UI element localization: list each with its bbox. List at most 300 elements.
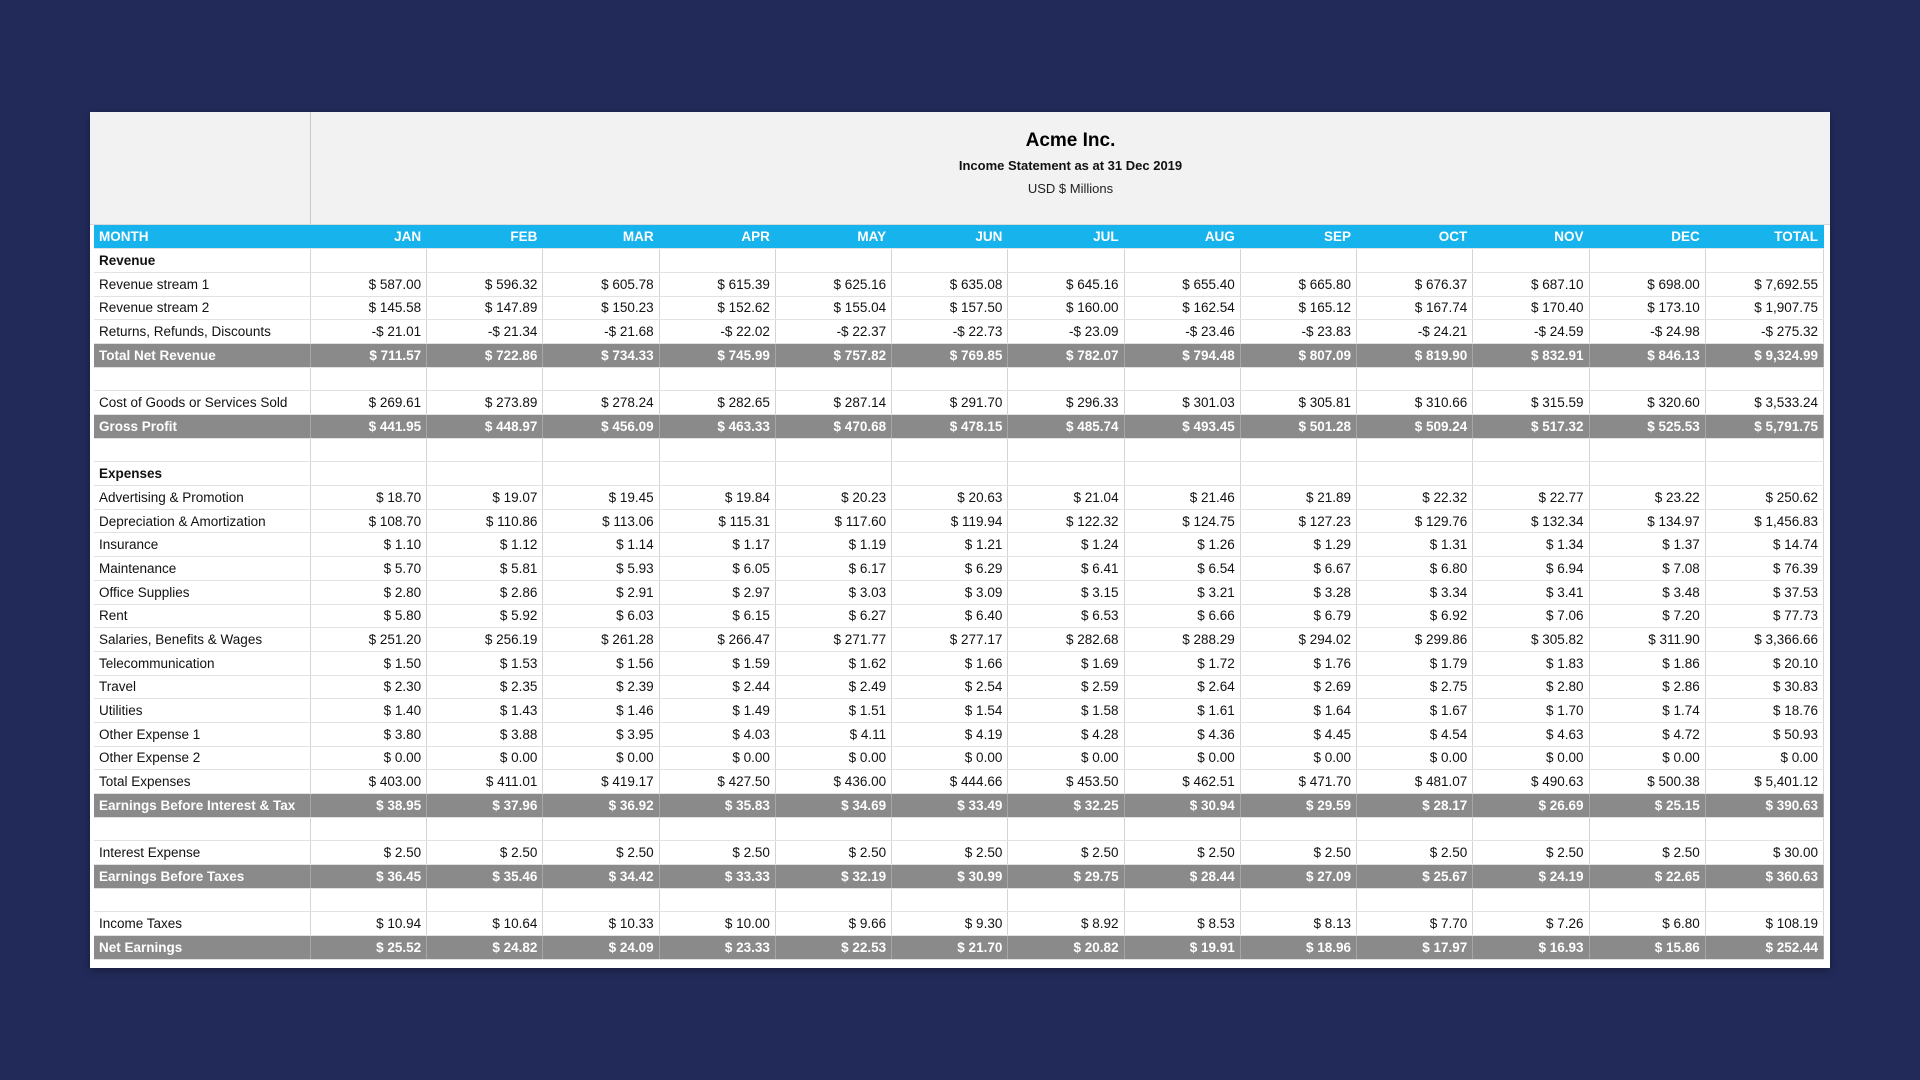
empty-cell[interactable] <box>1357 249 1473 273</box>
value-cell[interactable]: -$ 24.21 <box>1357 320 1473 344</box>
value-cell[interactable]: $ 299.86 <box>1357 628 1473 652</box>
value-cell[interactable]: $ 2.80 <box>1473 675 1589 699</box>
value-cell[interactable]: $ 167.74 <box>1357 296 1473 320</box>
value-cell[interactable]: $ 2.50 <box>1589 841 1705 865</box>
empty-cell[interactable] <box>543 817 659 841</box>
value-cell[interactable]: -$ 23.83 <box>1240 320 1356 344</box>
value-cell[interactable]: $ 782.07 <box>1008 343 1124 367</box>
value-cell[interactable]: $ 698.00 <box>1589 272 1705 296</box>
value-cell[interactable]: $ 1.58 <box>1008 699 1124 723</box>
empty-cell[interactable] <box>1240 817 1356 841</box>
value-cell[interactable]: $ 29.59 <box>1240 794 1356 818</box>
value-cell[interactable]: -$ 24.98 <box>1589 320 1705 344</box>
value-cell[interactable]: $ 481.07 <box>1357 770 1473 794</box>
value-cell[interactable]: $ 30.00 <box>1705 841 1823 865</box>
value-cell[interactable]: $ 24.82 <box>427 936 543 960</box>
value-cell[interactable]: $ 315.59 <box>1473 391 1589 415</box>
value-cell[interactable]: $ 165.12 <box>1240 296 1356 320</box>
value-cell[interactable]: $ 625.16 <box>775 272 891 296</box>
value-cell[interactable]: -$ 21.01 <box>310 320 426 344</box>
value-cell[interactable]: $ 6.40 <box>892 604 1008 628</box>
value-cell[interactable]: $ 28.44 <box>1124 865 1240 889</box>
value-cell[interactable]: $ 132.34 <box>1473 509 1589 533</box>
value-cell[interactable]: $ 1.64 <box>1240 699 1356 723</box>
value-cell[interactable]: $ 170.40 <box>1473 296 1589 320</box>
value-cell[interactable]: $ 35.83 <box>659 794 775 818</box>
value-cell[interactable]: $ 10.94 <box>310 912 426 936</box>
column-header-nov[interactable]: NOV <box>1473 225 1589 249</box>
value-cell[interactable]: $ 277.17 <box>892 628 1008 652</box>
empty-cell[interactable] <box>310 462 426 486</box>
value-cell[interactable]: $ 108.19 <box>1705 912 1823 936</box>
value-cell[interactable]: $ 665.80 <box>1240 272 1356 296</box>
value-cell[interactable]: $ 0.00 <box>892 746 1008 770</box>
value-cell[interactable]: $ 0.00 <box>1124 746 1240 770</box>
column-header-jan[interactable]: JAN <box>310 225 426 249</box>
value-cell[interactable]: $ 6.80 <box>1589 912 1705 936</box>
value-cell[interactable]: $ 2.91 <box>543 580 659 604</box>
value-cell[interactable]: $ 1.51 <box>775 699 891 723</box>
empty-cell[interactable] <box>1240 462 1356 486</box>
value-cell[interactable]: $ 6.17 <box>775 557 891 581</box>
column-header-may[interactable]: MAY <box>775 225 891 249</box>
value-cell[interactable]: $ 6.03 <box>543 604 659 628</box>
value-cell[interactable]: $ 1.49 <box>659 699 775 723</box>
value-cell[interactable]: $ 5.70 <box>310 557 426 581</box>
empty-cell[interactable] <box>1240 438 1356 462</box>
value-cell[interactable]: $ 33.33 <box>659 865 775 889</box>
empty-cell[interactable] <box>1473 367 1589 391</box>
value-cell[interactable]: $ 3.03 <box>775 580 891 604</box>
value-cell[interactable]: $ 441.95 <box>310 415 426 439</box>
value-cell[interactable]: $ 1.12 <box>427 533 543 557</box>
empty-cell[interactable] <box>1473 817 1589 841</box>
empty-cell[interactable] <box>659 888 775 912</box>
empty-cell[interactable] <box>892 817 1008 841</box>
value-cell[interactable]: $ 4.54 <box>1357 722 1473 746</box>
row-label[interactable]: Office Supplies <box>94 580 310 604</box>
value-cell[interactable]: $ 1.53 <box>427 651 543 675</box>
value-cell[interactable]: $ 21.46 <box>1124 486 1240 510</box>
value-cell[interactable]: $ 19.84 <box>659 486 775 510</box>
value-cell[interactable]: $ 294.02 <box>1240 628 1356 652</box>
value-cell[interactable]: $ 1.40 <box>310 699 426 723</box>
row-label[interactable]: Advertising & Promotion <box>94 486 310 510</box>
value-cell[interactable]: $ 500.38 <box>1589 770 1705 794</box>
value-cell[interactable]: $ 501.28 <box>1240 415 1356 439</box>
value-cell[interactable]: $ 3.95 <box>543 722 659 746</box>
value-cell[interactable]: $ 19.45 <box>543 486 659 510</box>
value-cell[interactable]: $ 453.50 <box>1008 770 1124 794</box>
value-cell[interactable]: $ 517.32 <box>1473 415 1589 439</box>
value-cell[interactable]: $ 0.00 <box>1008 746 1124 770</box>
value-cell[interactable]: $ 1.62 <box>775 651 891 675</box>
row-label[interactable]: Cost of Goods or Services Sold <box>94 391 310 415</box>
row-label[interactable]: Salaries, Benefits & Wages <box>94 628 310 652</box>
empty-cell[interactable] <box>1357 462 1473 486</box>
value-cell[interactable]: $ 0.00 <box>427 746 543 770</box>
row-label[interactable]: Total Expenses <box>94 770 310 794</box>
empty-cell[interactable] <box>775 367 891 391</box>
row-label[interactable]: Returns, Refunds, Discounts <box>94 320 310 344</box>
empty-cell[interactable] <box>1124 462 1240 486</box>
value-cell[interactable]: $ 1.24 <box>1008 533 1124 557</box>
value-cell[interactable]: $ 6.54 <box>1124 557 1240 581</box>
value-cell[interactable]: $ 16.93 <box>1473 936 1589 960</box>
value-cell[interactable]: $ 411.01 <box>427 770 543 794</box>
value-cell[interactable]: $ 2.54 <box>892 675 1008 699</box>
value-cell[interactable]: $ 2.59 <box>1008 675 1124 699</box>
value-cell[interactable]: $ 282.65 <box>659 391 775 415</box>
value-cell[interactable]: $ 24.19 <box>1473 865 1589 889</box>
value-cell[interactable]: $ 5.92 <box>427 604 543 628</box>
value-cell[interactable]: $ 1.34 <box>1473 533 1589 557</box>
value-cell[interactable]: $ 1.79 <box>1357 651 1473 675</box>
empty-cell[interactable] <box>94 888 310 912</box>
empty-cell[interactable] <box>1589 888 1705 912</box>
empty-cell[interactable] <box>775 249 891 273</box>
empty-cell[interactable] <box>892 888 1008 912</box>
value-cell[interactable]: $ 2.50 <box>310 841 426 865</box>
empty-cell[interactable] <box>1473 888 1589 912</box>
value-cell[interactable]: $ 287.14 <box>775 391 891 415</box>
value-cell[interactable]: $ 1,907.75 <box>1705 296 1823 320</box>
value-cell[interactable]: $ 1.76 <box>1240 651 1356 675</box>
value-cell[interactable]: $ 7.70 <box>1357 912 1473 936</box>
row-label[interactable]: Revenue stream 2 <box>94 296 310 320</box>
value-cell[interactable]: $ 1.83 <box>1473 651 1589 675</box>
row-label[interactable]: Insurance <box>94 533 310 557</box>
value-cell[interactable]: $ 390.63 <box>1705 794 1823 818</box>
value-cell[interactable]: $ 419.17 <box>543 770 659 794</box>
value-cell[interactable]: $ 320.60 <box>1589 391 1705 415</box>
value-cell[interactable]: $ 37.96 <box>427 794 543 818</box>
row-label[interactable]: Utilities <box>94 699 310 723</box>
empty-cell[interactable] <box>1589 367 1705 391</box>
empty-cell[interactable] <box>659 817 775 841</box>
value-cell[interactable]: $ 1.31 <box>1357 533 1473 557</box>
value-cell[interactable]: $ 20.23 <box>775 486 891 510</box>
value-cell[interactable]: $ 23.33 <box>659 936 775 960</box>
value-cell[interactable]: $ 27.09 <box>1240 865 1356 889</box>
value-cell[interactable]: $ 2.50 <box>1473 841 1589 865</box>
row-label[interactable]: Telecommunication <box>94 651 310 675</box>
value-cell[interactable]: $ 3.41 <box>1473 580 1589 604</box>
value-cell[interactable]: $ 3.88 <box>427 722 543 746</box>
value-cell[interactable]: $ 30.94 <box>1124 794 1240 818</box>
value-cell[interactable]: -$ 22.73 <box>892 320 1008 344</box>
value-cell[interactable]: $ 30.99 <box>892 865 1008 889</box>
value-cell[interactable]: $ 2.86 <box>1589 675 1705 699</box>
value-cell[interactable]: $ 2.35 <box>427 675 543 699</box>
empty-cell[interactable] <box>543 888 659 912</box>
value-cell[interactable]: $ 256.19 <box>427 628 543 652</box>
value-cell[interactable]: $ 25.52 <box>310 936 426 960</box>
value-cell[interactable]: $ 33.49 <box>892 794 1008 818</box>
value-cell[interactable]: $ 20.63 <box>892 486 1008 510</box>
row-label[interactable]: Earnings Before Interest & Tax <box>94 794 310 818</box>
value-cell[interactable]: $ 9.66 <box>775 912 891 936</box>
value-cell[interactable]: $ 1.19 <box>775 533 891 557</box>
value-cell[interactable]: $ 509.24 <box>1357 415 1473 439</box>
value-cell[interactable]: $ 305.82 <box>1473 628 1589 652</box>
value-cell[interactable]: $ 676.37 <box>1357 272 1473 296</box>
value-cell[interactable]: $ 4.45 <box>1240 722 1356 746</box>
value-cell[interactable]: $ 269.61 <box>310 391 426 415</box>
value-cell[interactable]: $ 5,401.12 <box>1705 770 1823 794</box>
value-cell[interactable]: $ 157.50 <box>892 296 1008 320</box>
value-cell[interactable]: $ 463.33 <box>659 415 775 439</box>
value-cell[interactable]: $ 3.09 <box>892 580 1008 604</box>
empty-cell[interactable] <box>310 888 426 912</box>
value-cell[interactable]: $ 15.86 <box>1589 936 1705 960</box>
column-header-apr[interactable]: APR <box>659 225 775 249</box>
value-cell[interactable]: -$ 23.46 <box>1124 320 1240 344</box>
value-cell[interactable]: $ 4.19 <box>892 722 1008 746</box>
empty-cell[interactable] <box>892 438 1008 462</box>
value-cell[interactable]: $ 305.81 <box>1240 391 1356 415</box>
empty-cell[interactable] <box>1705 367 1823 391</box>
empty-cell[interactable] <box>892 367 1008 391</box>
column-header-jul[interactable]: JUL <box>1008 225 1124 249</box>
value-cell[interactable]: $ 50.93 <box>1705 722 1823 746</box>
value-cell[interactable]: $ 1.17 <box>659 533 775 557</box>
value-cell[interactable]: -$ 275.32 <box>1705 320 1823 344</box>
value-cell[interactable]: $ 122.32 <box>1008 509 1124 533</box>
value-cell[interactable]: $ 5.93 <box>543 557 659 581</box>
value-cell[interactable]: $ 119.94 <box>892 509 1008 533</box>
value-cell[interactable]: $ 25.67 <box>1357 865 1473 889</box>
empty-cell[interactable] <box>310 817 426 841</box>
row-label[interactable]: Depreciation & Amortization <box>94 509 310 533</box>
value-cell[interactable]: $ 160.00 <box>1008 296 1124 320</box>
value-cell[interactable]: $ 22.53 <box>775 936 891 960</box>
value-cell[interactable]: $ 278.24 <box>543 391 659 415</box>
value-cell[interactable]: $ 7,692.55 <box>1705 272 1823 296</box>
empty-cell[interactable] <box>1124 367 1240 391</box>
value-cell[interactable]: $ 722.86 <box>427 343 543 367</box>
value-cell[interactable]: $ 76.39 <box>1705 557 1823 581</box>
value-cell[interactable]: $ 311.90 <box>1589 628 1705 652</box>
value-cell[interactable]: $ 490.63 <box>1473 770 1589 794</box>
value-cell[interactable]: $ 8.53 <box>1124 912 1240 936</box>
value-cell[interactable]: $ 124.75 <box>1124 509 1240 533</box>
empty-cell[interactable] <box>775 888 891 912</box>
section-label[interactable]: Revenue <box>94 249 310 273</box>
value-cell[interactable]: $ 34.69 <box>775 794 891 818</box>
value-cell[interactable]: $ 4.63 <box>1473 722 1589 746</box>
empty-cell[interactable] <box>1124 249 1240 273</box>
value-cell[interactable]: $ 14.74 <box>1705 533 1823 557</box>
value-cell[interactable]: $ 19.07 <box>427 486 543 510</box>
empty-cell[interactable] <box>1589 438 1705 462</box>
value-cell[interactable]: $ 17.97 <box>1357 936 1473 960</box>
value-cell[interactable]: $ 147.89 <box>427 296 543 320</box>
value-cell[interactable]: $ 32.25 <box>1008 794 1124 818</box>
value-cell[interactable]: $ 0.00 <box>1240 746 1356 770</box>
value-cell[interactable]: $ 1.50 <box>310 651 426 675</box>
value-cell[interactable]: $ 655.40 <box>1124 272 1240 296</box>
value-cell[interactable]: $ 35.46 <box>427 865 543 889</box>
value-cell[interactable]: $ 7.06 <box>1473 604 1589 628</box>
value-cell[interactable]: $ 807.09 <box>1240 343 1356 367</box>
value-cell[interactable]: $ 596.32 <box>427 272 543 296</box>
value-cell[interactable]: $ 2.50 <box>892 841 1008 865</box>
value-cell[interactable]: $ 7.26 <box>1473 912 1589 936</box>
empty-cell[interactable] <box>543 462 659 486</box>
empty-cell[interactable] <box>94 438 310 462</box>
value-cell[interactable]: $ 19.91 <box>1124 936 1240 960</box>
empty-cell[interactable] <box>427 888 543 912</box>
value-cell[interactable]: $ 0.00 <box>775 746 891 770</box>
column-header-feb[interactable]: FEB <box>427 225 543 249</box>
value-cell[interactable]: $ 1.14 <box>543 533 659 557</box>
value-cell[interactable]: $ 150.23 <box>543 296 659 320</box>
value-cell[interactable]: $ 587.00 <box>310 272 426 296</box>
value-cell[interactable]: $ 0.00 <box>1705 746 1823 770</box>
row-label[interactable]: Income Taxes <box>94 912 310 936</box>
value-cell[interactable]: $ 2.30 <box>310 675 426 699</box>
value-cell[interactable]: $ 1.69 <box>1008 651 1124 675</box>
value-cell[interactable]: $ 32.19 <box>775 865 891 889</box>
value-cell[interactable]: $ 846.13 <box>1589 343 1705 367</box>
empty-cell[interactable] <box>1473 438 1589 462</box>
value-cell[interactable]: $ 1.59 <box>659 651 775 675</box>
empty-cell[interactable] <box>659 249 775 273</box>
value-cell[interactable]: $ 21.04 <box>1008 486 1124 510</box>
value-cell[interactable]: $ 6.27 <box>775 604 891 628</box>
empty-cell[interactable] <box>1124 817 1240 841</box>
value-cell[interactable]: $ 4.11 <box>775 722 891 746</box>
value-cell[interactable]: $ 3.21 <box>1124 580 1240 604</box>
value-cell[interactable]: $ 77.73 <box>1705 604 1823 628</box>
value-cell[interactable]: $ 6.15 <box>659 604 775 628</box>
value-cell[interactable]: $ 493.45 <box>1124 415 1240 439</box>
value-cell[interactable]: $ 4.36 <box>1124 722 1240 746</box>
value-cell[interactable]: $ 28.17 <box>1357 794 1473 818</box>
value-cell[interactable]: $ 21.70 <box>892 936 1008 960</box>
header-title-block[interactable] <box>311 112 1830 224</box>
value-cell[interactable]: $ 471.70 <box>1240 770 1356 794</box>
empty-cell[interactable] <box>310 249 426 273</box>
empty-cell[interactable] <box>1357 888 1473 912</box>
empty-cell[interactable] <box>1705 438 1823 462</box>
empty-cell[interactable] <box>775 438 891 462</box>
value-cell[interactable]: $ 0.00 <box>310 746 426 770</box>
value-cell[interactable]: $ 605.78 <box>543 272 659 296</box>
value-cell[interactable]: $ 291.70 <box>892 391 1008 415</box>
value-cell[interactable]: $ 711.57 <box>310 343 426 367</box>
value-cell[interactable]: $ 2.75 <box>1357 675 1473 699</box>
value-cell[interactable]: $ 20.10 <box>1705 651 1823 675</box>
value-cell[interactable]: $ 757.82 <box>775 343 891 367</box>
empty-cell[interactable] <box>1240 367 1356 391</box>
value-cell[interactable]: $ 6.41 <box>1008 557 1124 581</box>
value-cell[interactable]: $ 288.29 <box>1124 628 1240 652</box>
empty-cell[interactable] <box>1008 367 1124 391</box>
empty-cell[interactable] <box>1473 249 1589 273</box>
value-cell[interactable]: $ 4.28 <box>1008 722 1124 746</box>
empty-cell[interactable] <box>1008 888 1124 912</box>
value-cell[interactable]: $ 36.92 <box>543 794 659 818</box>
value-cell[interactable]: $ 2.39 <box>543 675 659 699</box>
row-label[interactable]: Revenue stream 1 <box>94 272 310 296</box>
value-cell[interactable]: $ 1.56 <box>543 651 659 675</box>
value-cell[interactable]: $ 266.47 <box>659 628 775 652</box>
row-label[interactable]: Gross Profit <box>94 415 310 439</box>
value-cell[interactable]: $ 252.44 <box>1705 936 1823 960</box>
column-header-total[interactable]: TOTAL <box>1705 225 1823 249</box>
empty-cell[interactable] <box>1008 817 1124 841</box>
empty-cell[interactable] <box>1357 367 1473 391</box>
value-cell[interactable]: $ 127.23 <box>1240 509 1356 533</box>
value-cell[interactable]: $ 9.30 <box>892 912 1008 936</box>
value-cell[interactable]: $ 2.64 <box>1124 675 1240 699</box>
value-cell[interactable]: $ 485.74 <box>1008 415 1124 439</box>
value-cell[interactable]: $ 462.51 <box>1124 770 1240 794</box>
value-cell[interactable]: $ 794.48 <box>1124 343 1240 367</box>
value-cell[interactable]: $ 6.05 <box>659 557 775 581</box>
row-label[interactable]: Other Expense 2 <box>94 746 310 770</box>
value-cell[interactable]: $ 645.16 <box>1008 272 1124 296</box>
value-cell[interactable]: $ 0.00 <box>543 746 659 770</box>
value-cell[interactable]: $ 0.00 <box>1357 746 1473 770</box>
value-cell[interactable]: $ 22.77 <box>1473 486 1589 510</box>
empty-cell[interactable] <box>1124 888 1240 912</box>
value-cell[interactable]: $ 8.13 <box>1240 912 1356 936</box>
empty-cell[interactable] <box>1589 817 1705 841</box>
value-cell[interactable]: $ 155.04 <box>775 296 891 320</box>
value-cell[interactable]: $ 29.75 <box>1008 865 1124 889</box>
value-cell[interactable]: $ 1.70 <box>1473 699 1589 723</box>
value-cell[interactable]: $ 271.77 <box>775 628 891 652</box>
value-cell[interactable]: $ 1.29 <box>1240 533 1356 557</box>
header-blank-cell[interactable] <box>90 112 311 224</box>
value-cell[interactable]: $ 261.28 <box>543 628 659 652</box>
value-cell[interactable]: $ 3.48 <box>1589 580 1705 604</box>
empty-cell[interactable] <box>1240 888 1356 912</box>
column-header-oct[interactable]: OCT <box>1357 225 1473 249</box>
value-cell[interactable]: -$ 24.59 <box>1473 320 1589 344</box>
value-cell[interactable]: $ 2.49 <box>775 675 891 699</box>
value-cell[interactable]: $ 2.80 <box>310 580 426 604</box>
column-header-dec[interactable]: DEC <box>1589 225 1705 249</box>
value-cell[interactable]: $ 117.60 <box>775 509 891 533</box>
value-cell[interactable]: $ 6.94 <box>1473 557 1589 581</box>
value-cell[interactable]: $ 5.81 <box>427 557 543 581</box>
value-cell[interactable]: $ 162.54 <box>1124 296 1240 320</box>
value-cell[interactable]: $ 2.86 <box>427 580 543 604</box>
value-cell[interactable]: $ 2.50 <box>775 841 891 865</box>
value-cell[interactable]: $ 21.89 <box>1240 486 1356 510</box>
value-cell[interactable]: $ 3.34 <box>1357 580 1473 604</box>
value-cell[interactable]: $ 0.00 <box>659 746 775 770</box>
row-label[interactable]: Travel <box>94 675 310 699</box>
value-cell[interactable]: $ 2.50 <box>1357 841 1473 865</box>
value-cell[interactable]: $ 34.42 <box>543 865 659 889</box>
value-cell[interactable]: $ 2.50 <box>543 841 659 865</box>
value-cell[interactable]: $ 3,366.66 <box>1705 628 1823 652</box>
value-cell[interactable]: $ 30.83 <box>1705 675 1823 699</box>
empty-cell[interactable] <box>659 367 775 391</box>
row-label[interactable]: Rent <box>94 604 310 628</box>
value-cell[interactable]: $ 2.50 <box>1124 841 1240 865</box>
value-cell[interactable]: $ 2.44 <box>659 675 775 699</box>
value-cell[interactable]: $ 456.09 <box>543 415 659 439</box>
value-cell[interactable]: $ 6.80 <box>1357 557 1473 581</box>
value-cell[interactable]: $ 448.97 <box>427 415 543 439</box>
value-cell[interactable]: -$ 23.09 <box>1008 320 1124 344</box>
